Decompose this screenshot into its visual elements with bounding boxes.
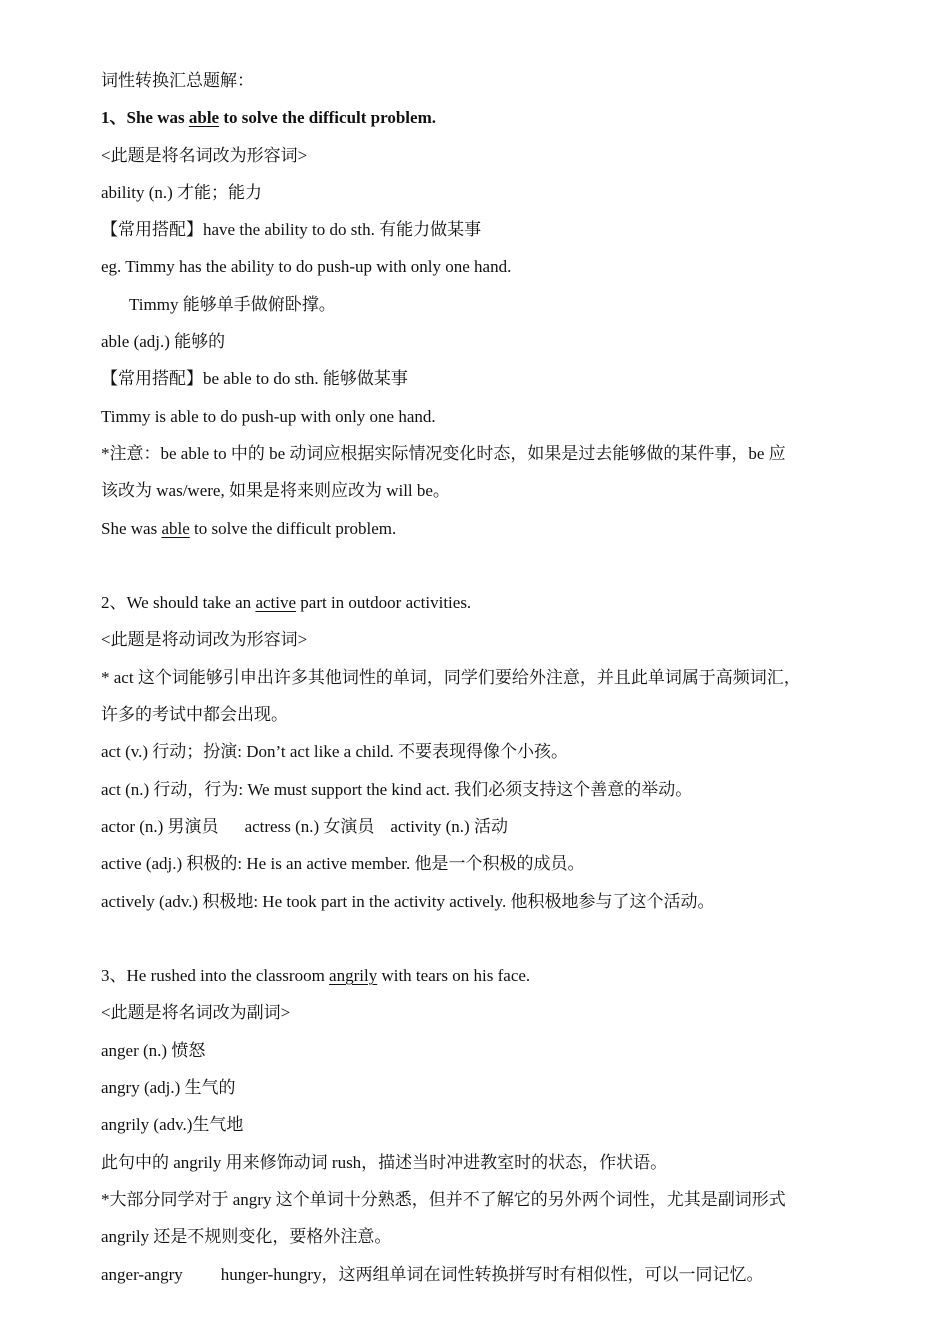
q2-line-7: actively (adv.) 积极地: He took part in the activity actively. 他积极地参与了这个活动。 (101, 891, 715, 911)
q1-line-4: Timmy 能够单手做俯卧撑。 (129, 294, 336, 314)
q3-line-2: angry (adj.) 生气的 (101, 1078, 236, 1098)
q1-title-post: to solve the difficult problem. (219, 108, 436, 128)
spacer (101, 920, 881, 957)
q3-line-1: anger (n.) 愤怒 (101, 1040, 206, 1060)
q1-answer (101, 510, 881, 547)
q2-line-3: act (v.) 行动；扮演: Don’t act like a child. 不要表现得像个小孩。 (101, 742, 568, 762)
q2-actor: actor (n.) 男演员 (101, 816, 219, 836)
q1-line-8: *注意：be able to 中的 be 动词应根据实际情况变化时态，如果是过去能够做的某件事，be 应 (101, 443, 786, 463)
q1-title (101, 99, 881, 136)
q1-answer-word: able (161, 518, 190, 538)
q3-line-4: 此句中的 angrily 用来修饰动词 rush，描述当时冲进教室时的状态，作状语。 (101, 1152, 668, 1172)
q2-title-post: part in outdoor activities. (296, 593, 472, 613)
q3-title-pre: 3、He rushed into the classroom (101, 966, 330, 986)
q1-title-answer: able (188, 108, 220, 128)
q1-note: <此题是将名词改为形容词> (101, 145, 308, 165)
q1-answer-post: to solve the difficult problem. (189, 518, 397, 538)
q2-line-5 (101, 808, 881, 845)
q3-title-post: with tears on his face. (377, 966, 531, 986)
q1-line-6: 【常用搭配】be able to do sth. 能够做某事 (101, 369, 408, 389)
q2-title-answer: active (255, 593, 297, 613)
q3-line-5: *大部分同学对于 angry 这个单词十分熟悉，但并不了解它的另外两个词性，尤其是副词形式 (101, 1189, 786, 1209)
q2-line-6: active (adj.) 积极的: He is an active member. 他是一个积极的成员。 (101, 854, 585, 874)
q2-activity: activity (n.) 活动 (390, 816, 508, 836)
q3-title (101, 957, 881, 994)
q2-note: <此题是将动词改为形容词> (101, 630, 308, 650)
q3-line-3: angrily (adv.)生气地 (101, 1115, 244, 1135)
q1-line-2: 【常用搭配】have the ability to do sth. 有能力做某事 (101, 220, 482, 240)
doc-heading: 词性转换汇总题解： (101, 71, 254, 90)
q1-line-5: able (adj.) 能够的 (101, 332, 226, 352)
q2-title-pre: 2、We should take an (101, 593, 256, 613)
q2-line-1: * act 这个词能够引申出许多其他词性的单词，同学们要给外注意，并且此单词属于高频词汇， (101, 667, 801, 687)
document-page (101, 62, 881, 1293)
q3-title-answer: angrily (329, 966, 378, 986)
q3-hunger-hungry: hunger-hungry，这两组单词在词性转换拼写时有相似性，可以一同记忆。 (220, 1264, 764, 1284)
q1-line-3: eg. Timmy has the ability to do push-up with only one hand. (101, 257, 512, 277)
q2-actress: actress (n.) 女演员 (244, 816, 375, 836)
q2-title (101, 584, 881, 621)
q2-line-4: act (n.) 行动，行为: We must support the kind act. 我们必须支持这个善意的举动。 (101, 779, 693, 799)
q2-line-2: 许多的考试中都会出现。 (101, 705, 288, 725)
spacer (101, 547, 881, 584)
q1-title-pre: 1、She was (101, 108, 189, 128)
q3-line-7 (101, 1256, 881, 1293)
q3-line-6: angrily 还是不规则变化，要格外注意。 (101, 1227, 392, 1247)
q3-note: <此题是将名词改为副词> (101, 1003, 291, 1023)
q1-line-9: 该改为 was/were, 如果是将来则应改为 will be。 (101, 481, 450, 501)
q1-answer-pre: She was (101, 518, 162, 538)
q3-anger-angry: anger-angry (101, 1264, 183, 1284)
q1-line-7: Timmy is able to do push-up with only one hand. (101, 406, 436, 426)
q1-line-1: ability (n.) 才能；能力 (101, 182, 263, 202)
